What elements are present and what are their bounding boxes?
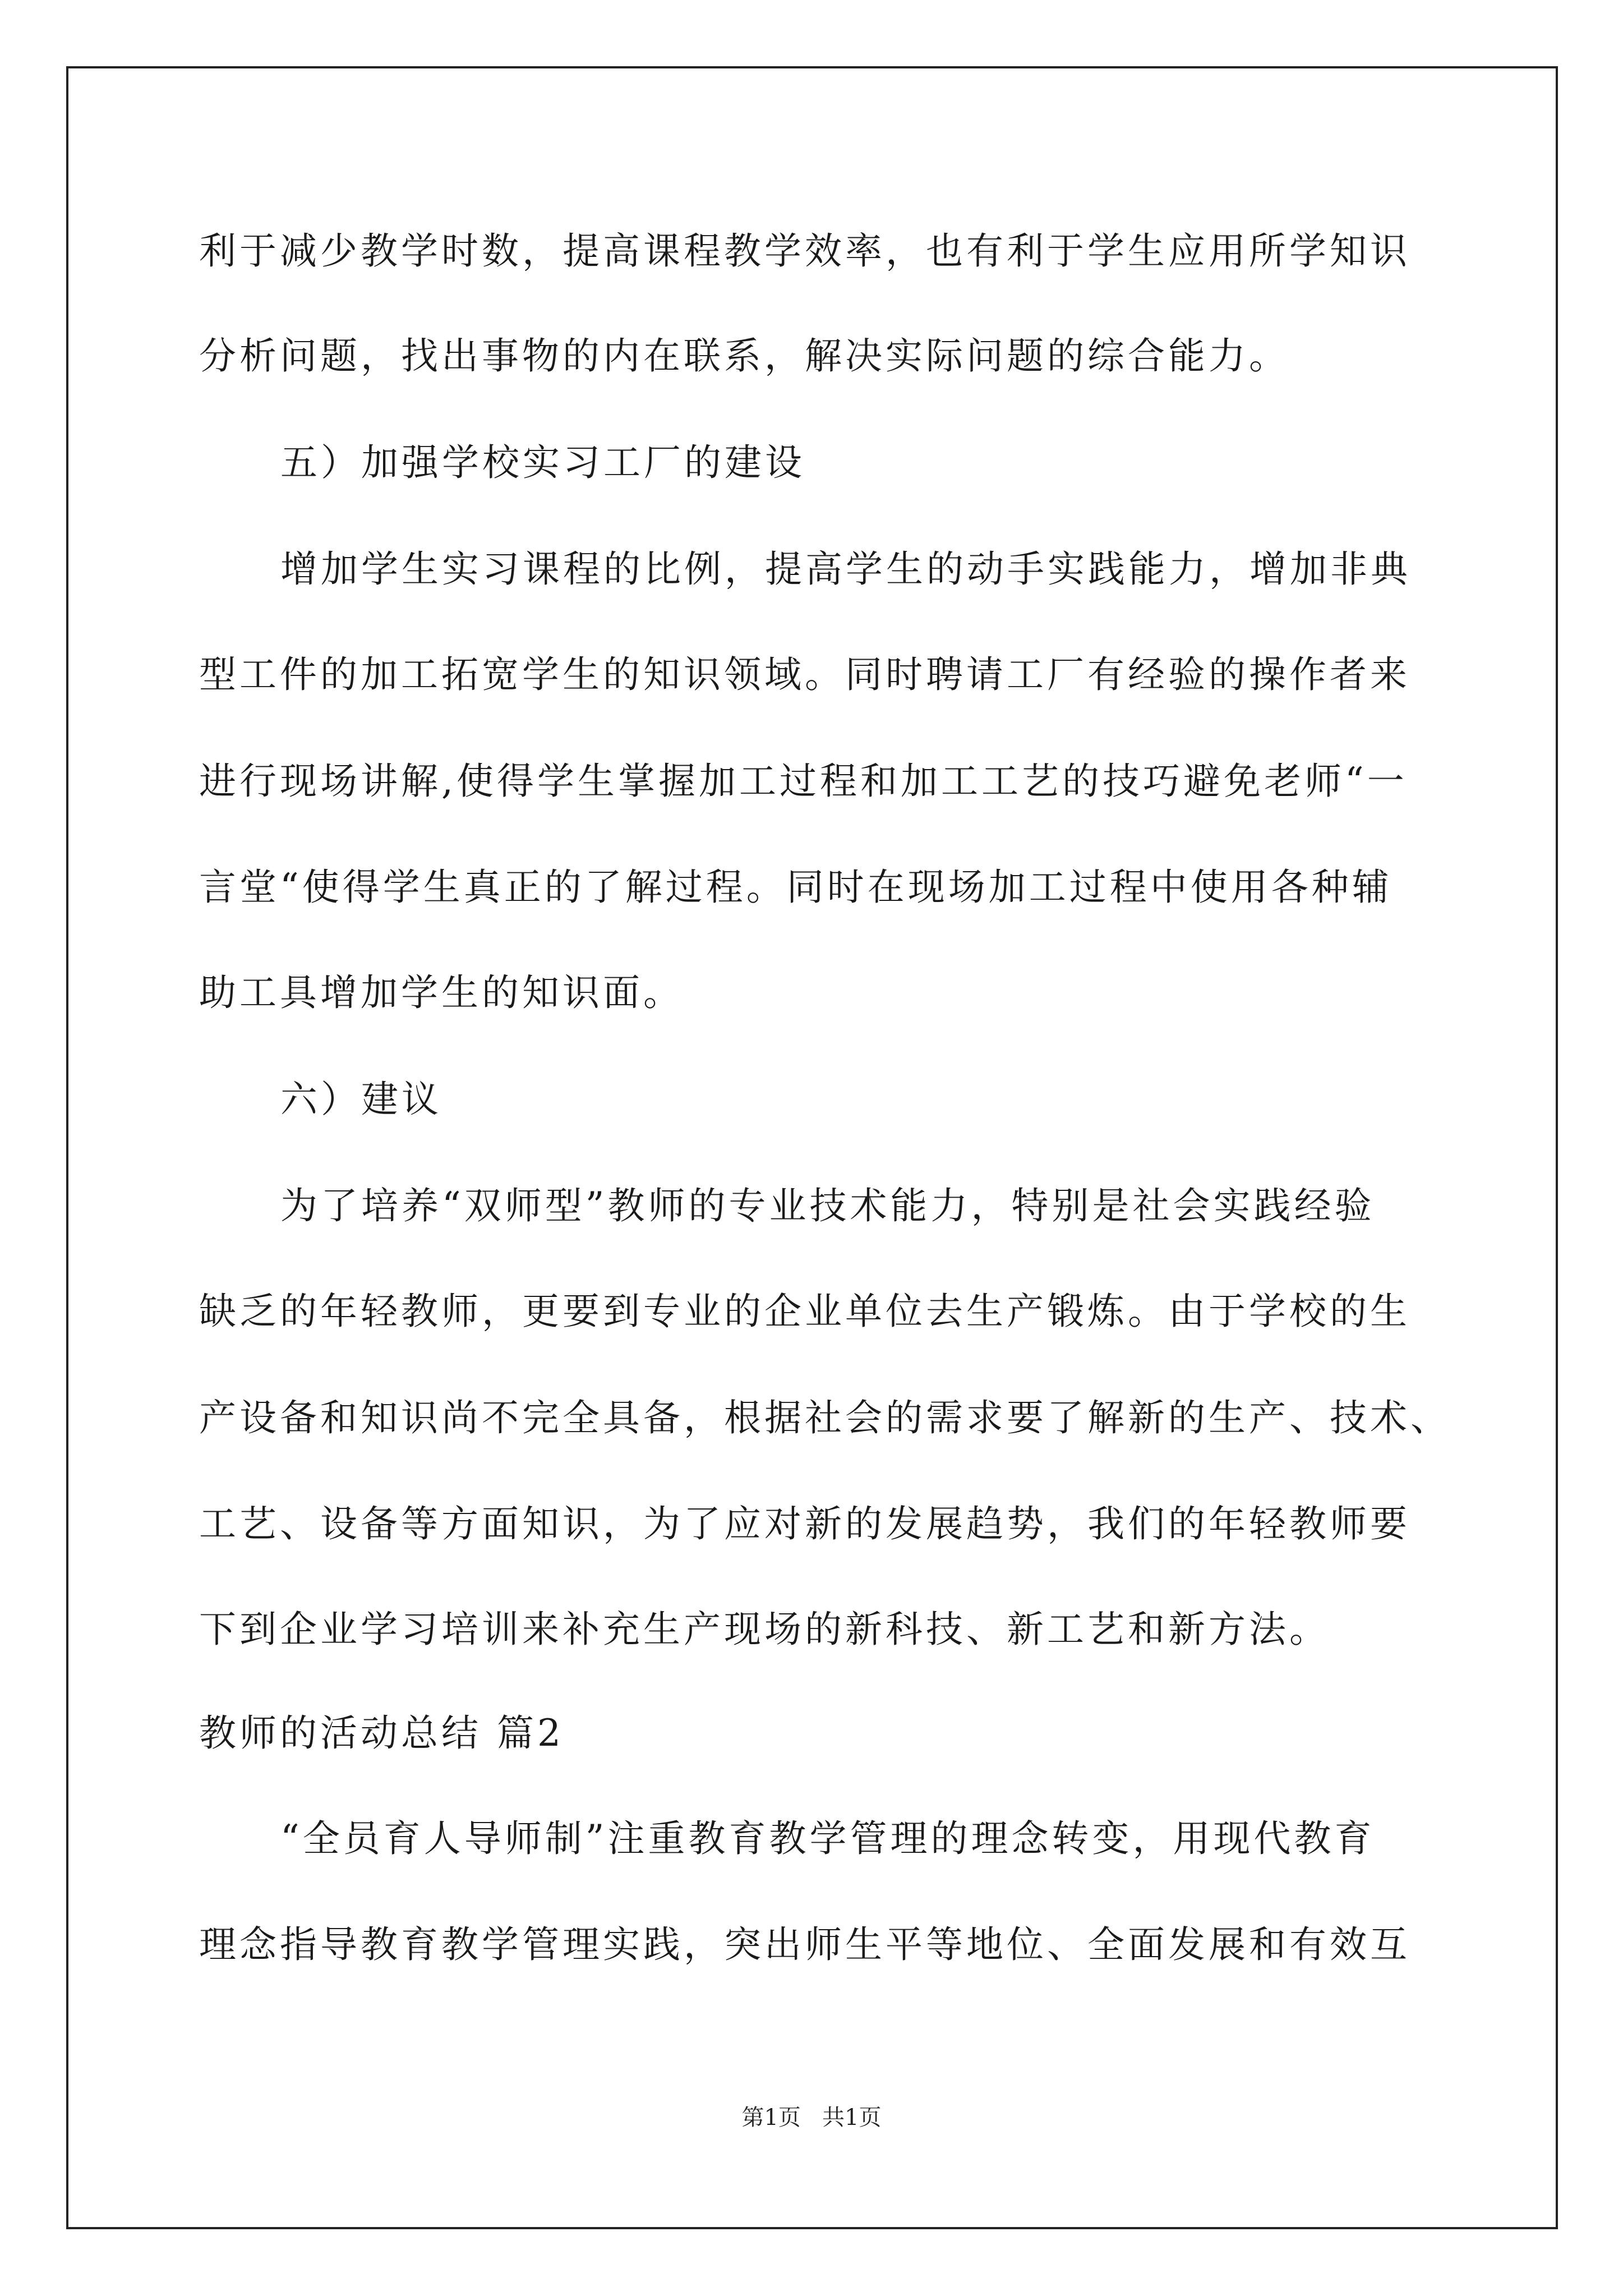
- body-text-line: 产设备和知识尚不完全具备，根据社会的需求要了解新的生产、技术、: [199, 1396, 1451, 1439]
- body-text-line: 为了培养“双师型”教师的专业技术能力，特别是社会实践经验: [280, 1184, 1375, 1227]
- body-text-line: 工艺、设备等方面知识，为了应对新的发展趋势，我们的年轻教师要: [199, 1502, 1410, 1545]
- body-text-line: 下到企业学习培训来补充生产现场的新科技、新工艺和新方法。: [199, 1608, 1330, 1651]
- section-heading: 五）加强学校实习工厂的建设: [280, 441, 805, 484]
- page-footer: 第1页 共1页: [741, 2105, 882, 2131]
- page-border: [66, 66, 1558, 2229]
- body-text-line: 助工具增加学生的知识面。: [199, 971, 684, 1014]
- body-text-line: 利于减少教学时数，提高课程教学效率，也有利于学生应用所学知识: [199, 229, 1410, 273]
- body-text-line: 分析问题，找出事物的内在联系，解决实际问题的综合能力。: [199, 334, 1289, 378]
- section-heading: 六）建议: [280, 1078, 442, 1121]
- body-text-line: 言堂“使得学生真正的了解过程。同时在现场加工过程中使用各种辅: [199, 866, 1393, 909]
- article-title: 教师的活动总结 篇2: [199, 1711, 564, 1755]
- body-text-line: 型工件的加工拓宽学生的知识领域。同时聘请工厂有经验的操作者来: [199, 653, 1410, 696]
- body-text-line: 理念指导教育教学管理实践，突出师生平等地位、全面发展和有效互: [199, 1923, 1410, 1966]
- body-text-line: 增加学生实习课程的比例，提高学生的动手实践能力，增加非典: [280, 547, 1411, 591]
- body-text-line: “全员育人导师制”注重教育教学管理的理念转变，用现代教育: [280, 1817, 1375, 1860]
- body-text-line: 进行现场讲解,使得学生掌握加工过程和加工工艺的技巧避免老师“一: [199, 760, 1408, 803]
- body-text-line: 缺乏的年轻教师，更要到专业的企业单位去生产锻炼。由于学校的生: [199, 1290, 1410, 1333]
